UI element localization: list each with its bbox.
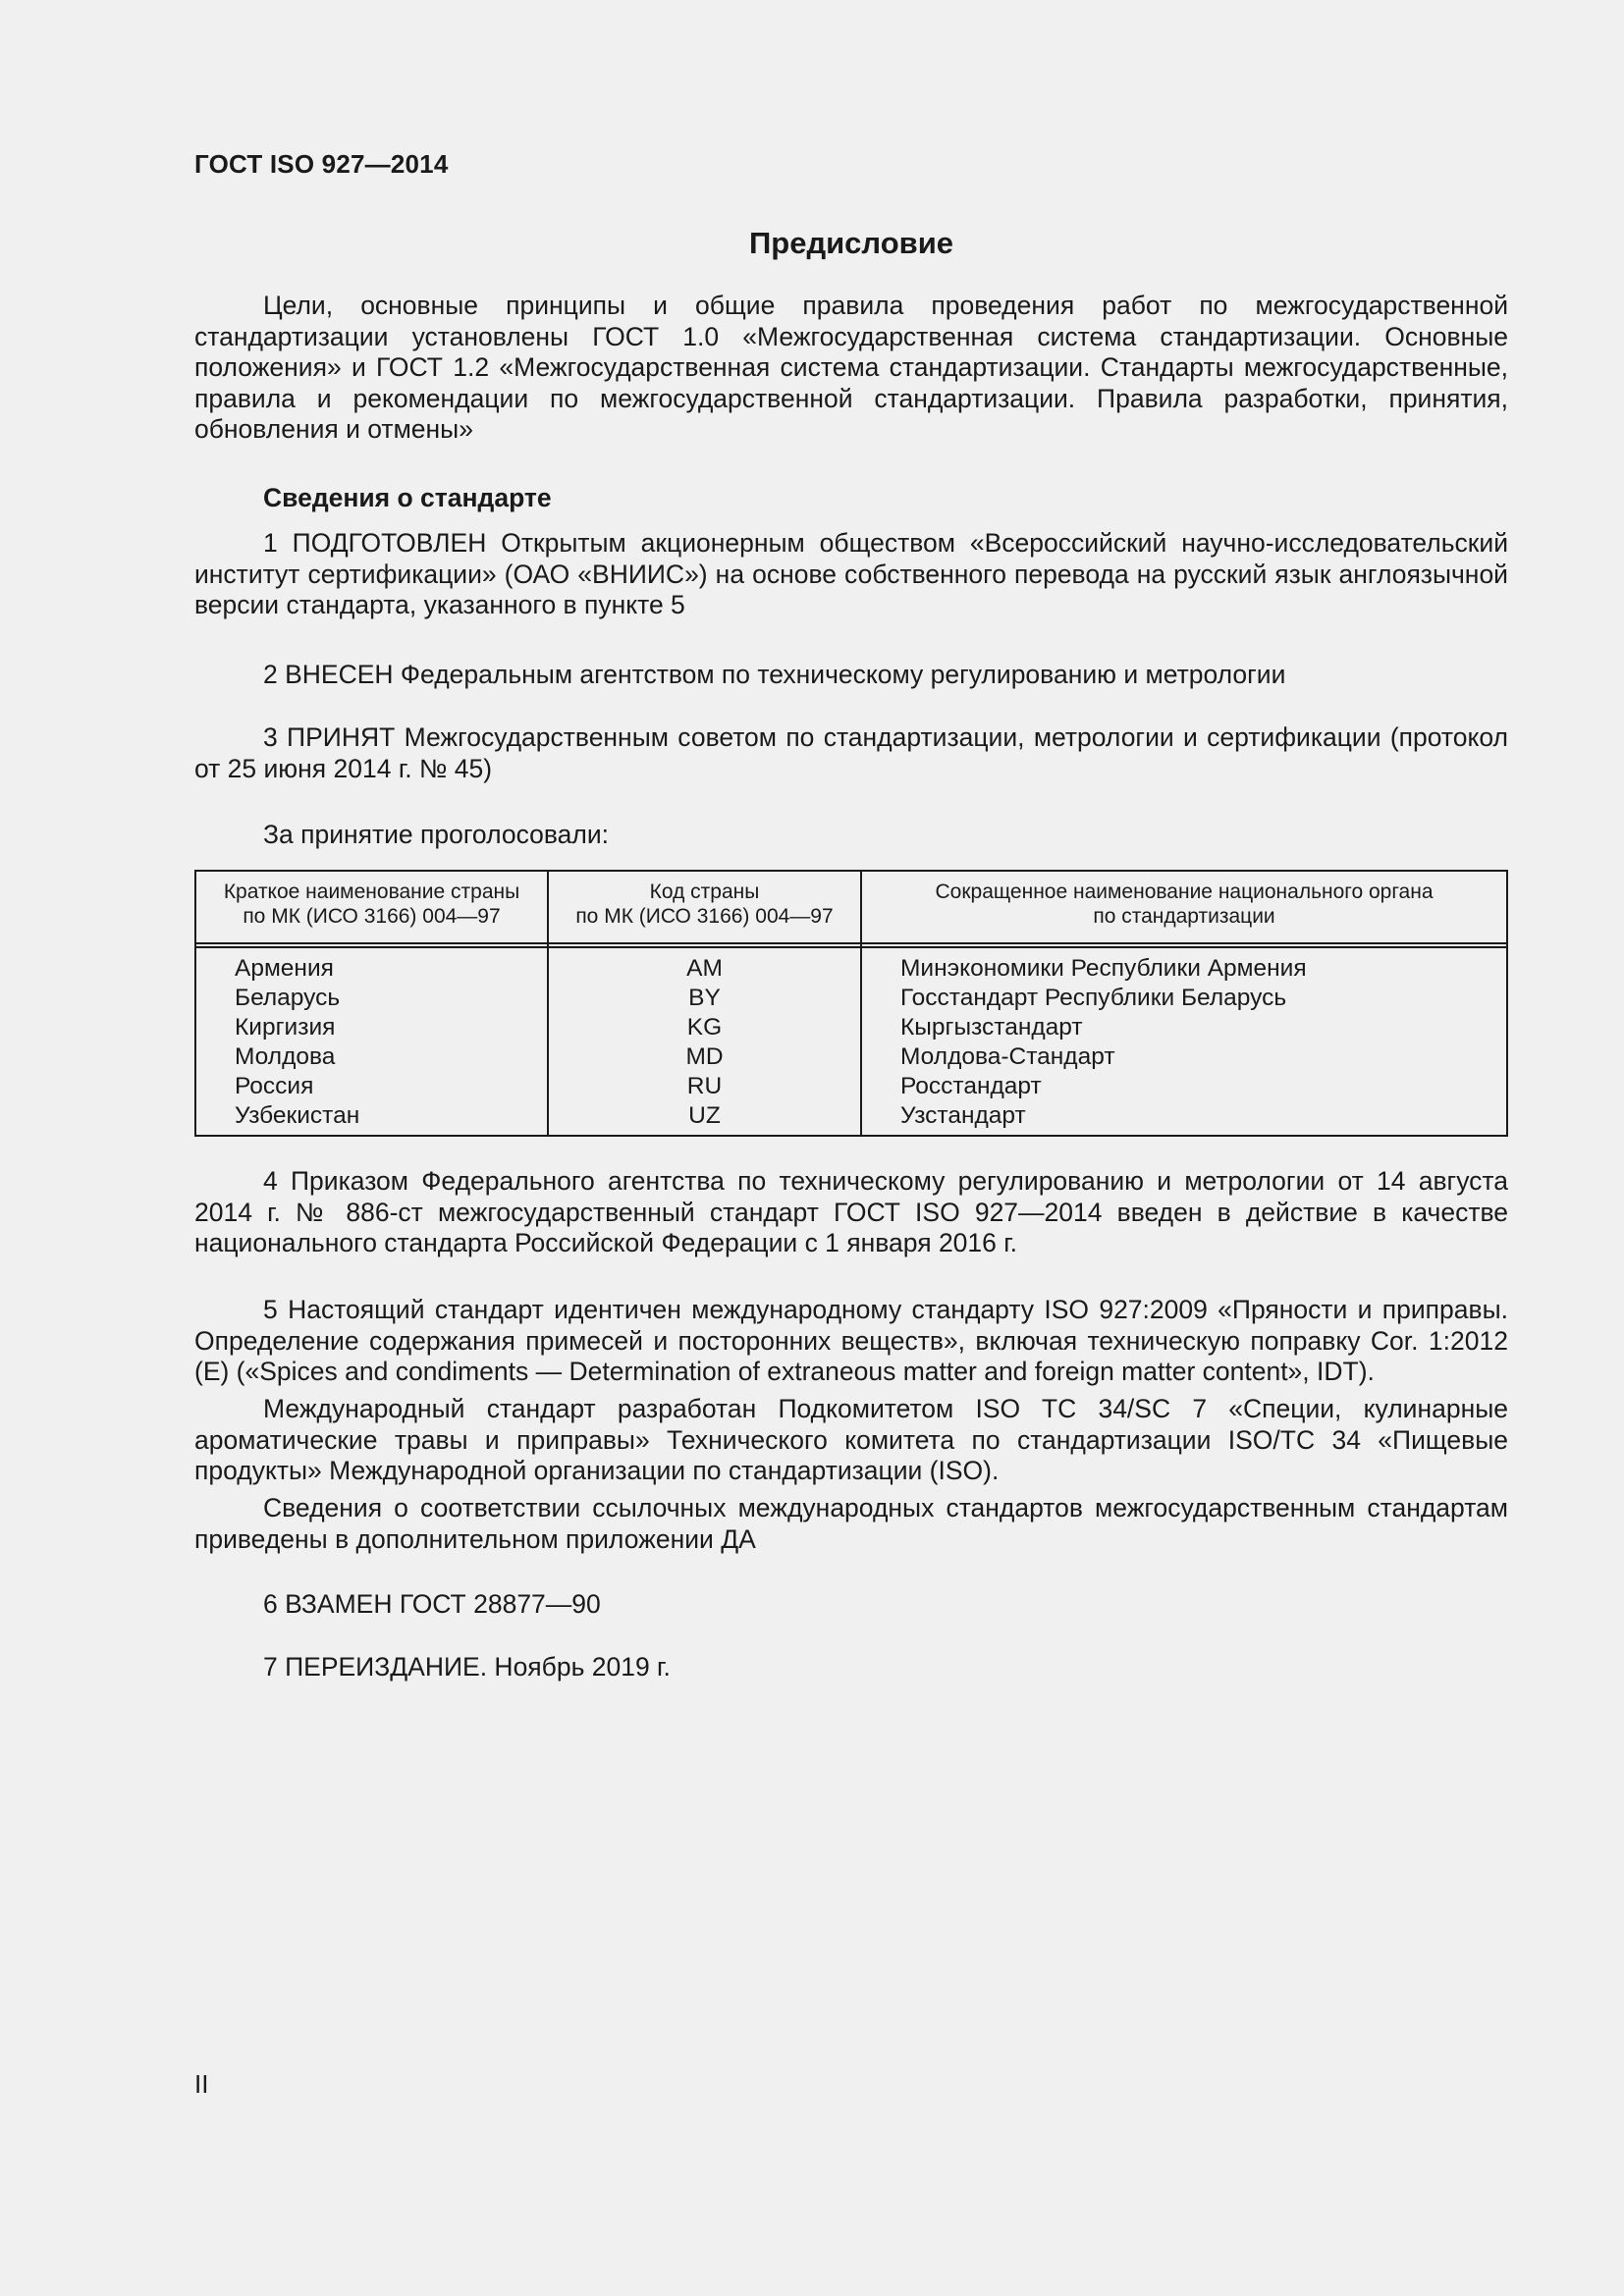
- page-title: Предисловие: [748, 226, 953, 260]
- table-header-code: Код страны по МК (ИСО 3166) 004—97: [575, 881, 834, 928]
- table-cell-code: KG: [686, 1014, 723, 1041]
- table-cell-country: Молдова: [235, 1043, 336, 1070]
- item-2-paragraph: 2 ВНЕСЕН Федеральным агентством по техническому регулированию и метрологии: [263, 660, 1286, 689]
- table-cell-code: AM: [686, 955, 723, 982]
- voted-label: За принятие проголосовали:: [263, 820, 610, 849]
- table-cell-body: Госстандарт Республики Беларусь: [900, 985, 1287, 1011]
- table-cell-country: Узбекистан: [235, 1102, 360, 1129]
- table-country-column: [235, 954, 359, 1131]
- item-1-paragraph: 1 ПОДГОТОВЛЕН Открытым акционерным обществом «Всероссийский научно-исследовательский институт сертификации» (ОАО «ВНИИС») на основе собственного перевода на русский язык англоязычной версии стандарта, указанного в пункте 5: [194, 528, 1508, 619]
- table-cell-code: UZ: [688, 1102, 721, 1129]
- table-cell-body: Кыргызстандарт: [900, 1014, 1083, 1041]
- item-3-paragraph: 3 ПРИНЯТ Межгосударственным советом по стандартизации, метрологии и сертификации (протокол от 25 июня 2014 г. № 45): [194, 722, 1508, 783]
- table-cell-country: Беларусь: [235, 985, 341, 1011]
- table-code-column: [549, 954, 860, 1131]
- table-cell-country: Киргизия: [235, 1014, 336, 1041]
- document-page: [194, 0, 1508, 2296]
- item-4-paragraph: 4 Приказом Федерального агентства по техническому регулированию и метрологии от 14 августа 2014 г. № 886-ст межгосударственный стандарт ГОСТ ISO 927—2014 введен в действие в качестве национального стандарта Российской Федерации с 1 января 2016 г.: [194, 1166, 1508, 1257]
- item-5-paragraph: 5 Настоящий стандарт идентичен международному стандарту ISO 927:2009 «Пряности и приправы. Определение содержания примесей и посторонних веществ», включая техническую поправку Cor. 1:2012 (E) («Spices and condiments — Determination of extraneous matter and foreign matter content», IDT).: [194, 1295, 1508, 1386]
- document-code-header: ГОСТ ISO 927—2014: [194, 149, 449, 179]
- item-7-paragraph: 7 ПЕРЕИЗДАНИЕ. Ноябрь 2019 г.: [263, 1652, 671, 1682]
- table-cell-code: RU: [686, 1073, 723, 1099]
- item-6-paragraph: 6 ВЗАМЕН ГОСТ 28877—90: [263, 1589, 601, 1619]
- table-cell-country: Армения: [235, 955, 334, 982]
- voting-table: [194, 870, 1508, 1137]
- table-cell-code: MD: [685, 1043, 724, 1070]
- item-5-references-paragraph: Сведения о соответствии ссылочных международных стандартов межгосударственным стандартам приведены в дополнительном приложении ДА: [194, 1493, 1508, 1554]
- table-cell-body: Молдова-Стандарт: [900, 1043, 1115, 1070]
- table-cell-code: BY: [688, 985, 721, 1011]
- table-cell-country: Россия: [235, 1073, 314, 1099]
- intro-paragraph: Цели, основные принципы и общие правила проведения работ по межгосударственной стандартизации установлены ГОСТ 1.0 «Межгосударственная система стандартизации. Основные положения» и ГОСТ 1.2 «Межгосударственная система стандартизации. Стандарты межгосударственные, правила и рекомендации по межгосударственной стандартизации. Правила разработки, принятия, обновления и отмены»: [194, 291, 1508, 444]
- table-header-body: Сокращенное наименование национального органа по стандартизации: [935, 881, 1434, 928]
- page-number: II: [194, 2069, 209, 2099]
- item-5-committee-paragraph: Международный стандарт разработан Подкомитетом ISO TC 34/SC 7 «Специи, кулинарные ароматические травы и приправы» Технического комитета по стандартизации ISO/TC 34 «Пищевые продукты» Международной организации по стандартизации (ISO).: [194, 1394, 1508, 1485]
- table-header-double-rule: [196, 946, 1506, 948]
- table-cell-body: Росстандарт: [900, 1073, 1042, 1099]
- table-header-country: Краткое наименование страны по МК (ИСО 3166) 004—97: [223, 881, 520, 928]
- table-body-column: [900, 954, 1307, 1131]
- standard-info-heading: Сведения о стандарте: [263, 483, 552, 512]
- table-cell-body: Узстандарт: [900, 1102, 1026, 1129]
- table-cell-body: Минэкономики Республики Армения: [900, 955, 1307, 982]
